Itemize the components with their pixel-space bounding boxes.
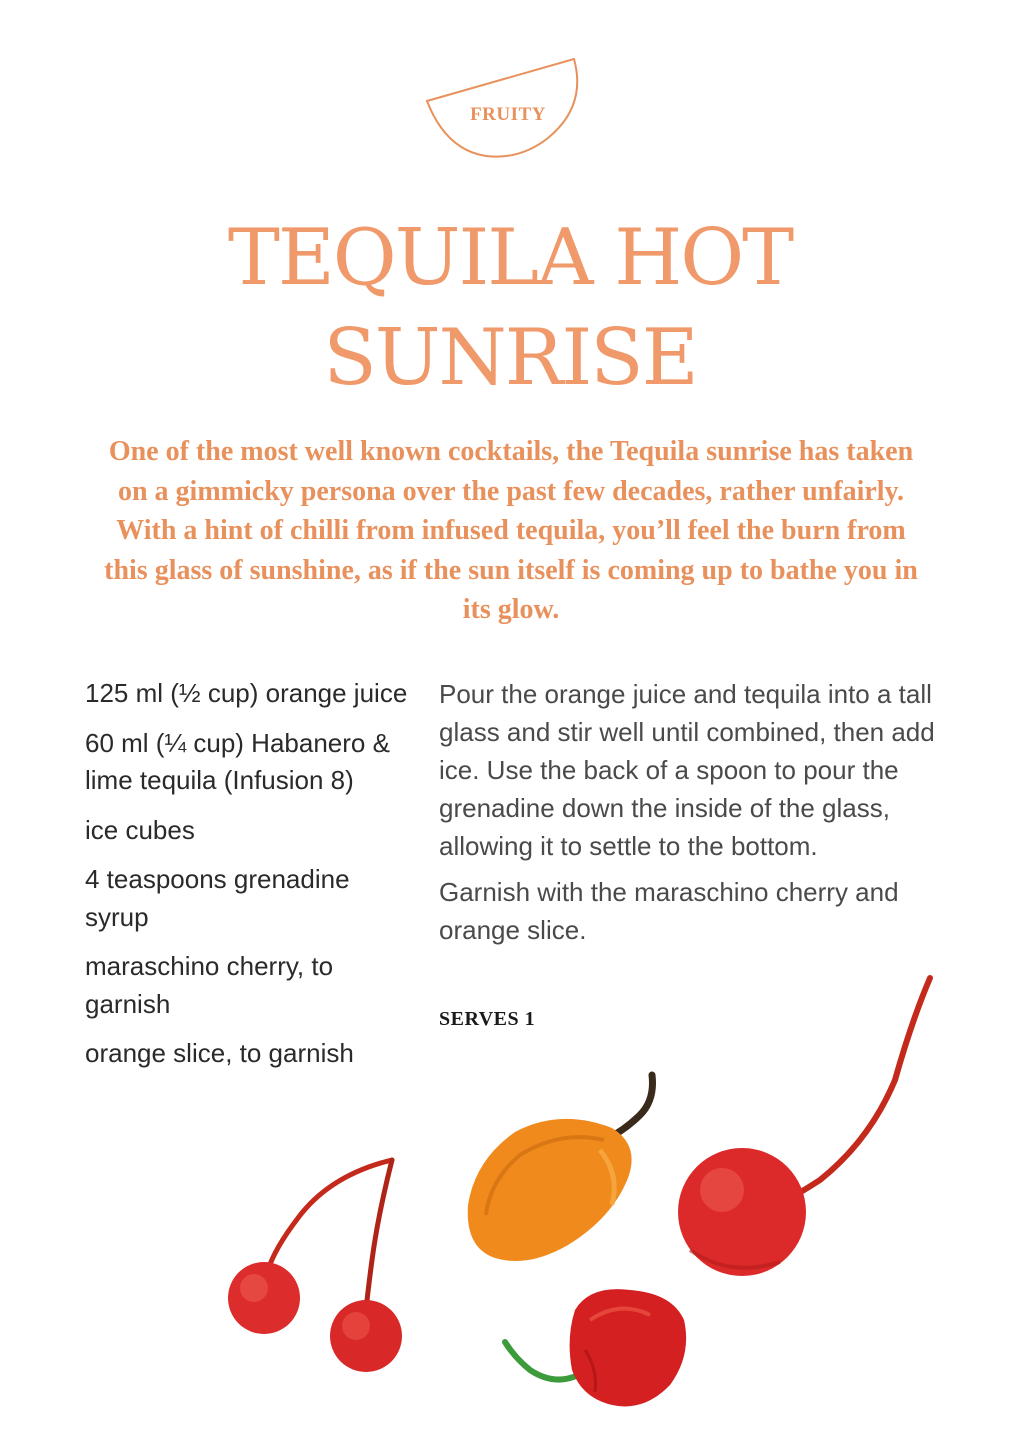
ingredient-item: maraschino cherry, to garnish <box>85 951 334 1019</box>
single-cherry-illustration <box>678 978 930 1276</box>
method-step: Pour the orange juice and tequila into a tall glass and stir well until combined, then add ice. Use the back of a spoon to pour the grenadine down the inside of the glass, allowing it to settle to the bottom. <box>439 679 935 861</box>
method-step: Garnish with the maraschino cherry and orange slice. <box>439 877 899 945</box>
fruit-illustrations <box>0 950 1020 1444</box>
orange-habanero-illustration <box>468 1075 653 1261</box>
ingredient-item: 4 teaspoons grenadine syrup <box>85 864 350 932</box>
recipe-intro: One of the most well known cocktails, the Tequila sunrise has taken on a gimmicky persona over the past few decades, rather unfairly. With a hint of chilli from infused tequila, you’ll feel the burn from this glass of sunshine, as if the sun itself is coming up to bathe you in its glow. <box>104 436 918 625</box>
recipe-title: TEQUILA HOT SUNRISE <box>227 213 793 403</box>
ingredient-item: ice cubes <box>85 814 195 845</box>
cherry-pair-illustration <box>228 1160 402 1372</box>
category-label: FRUITY <box>470 104 546 125</box>
red-habanero-illustration <box>505 1289 686 1406</box>
ingredient-item: 125 ml (½ cup) orange juice <box>85 678 408 708</box>
method-section <box>439 675 939 957</box>
serves-label: SERVES 1 <box>439 1008 536 1030</box>
ingredient-item: 60 ml (¼ cup) Habanero & lime tequila (Infusion 8) <box>85 727 390 795</box>
ingredient-item: orange slice, to garnish <box>85 1038 354 1068</box>
